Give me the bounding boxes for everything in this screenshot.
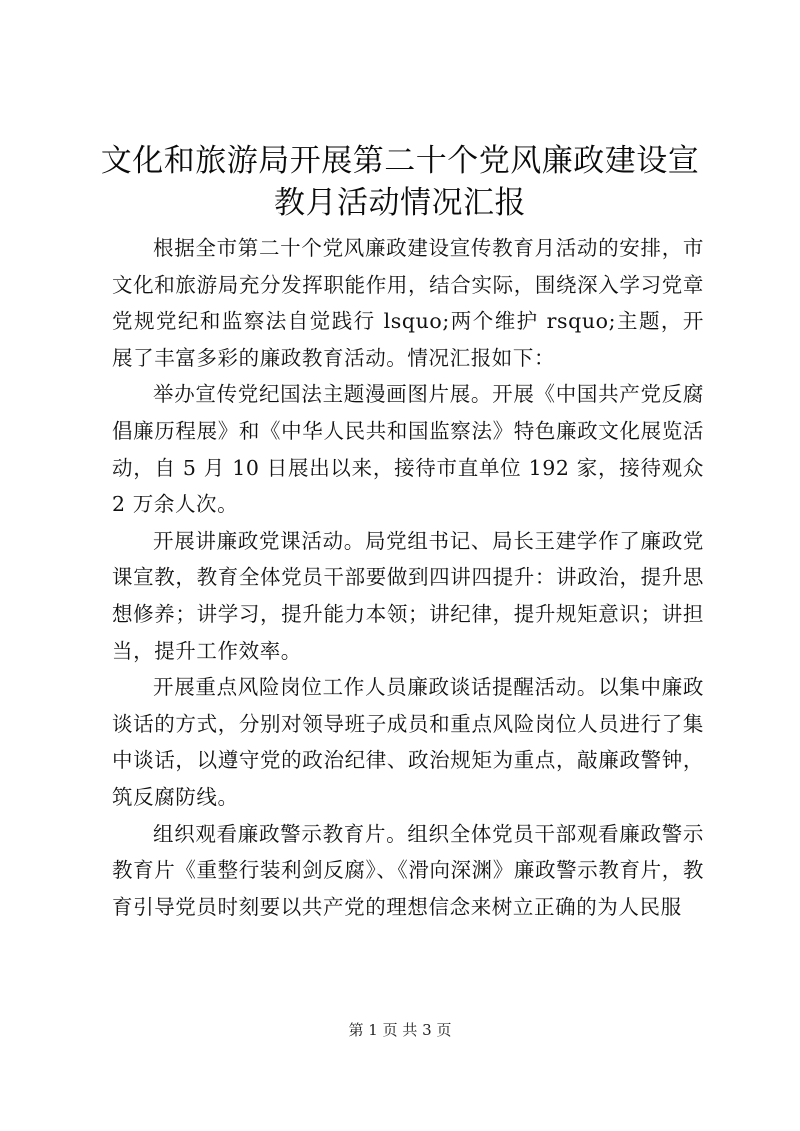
paragraph-risk-talks: 开展重点风险岗位工作人员廉政谈话提醒活动。以集中廉政谈话的方式，分别对领导班子成员和重点风险岗位人员进行了集中谈话，以遵守党的政治纪律、政治规矩为重点，敲廉政警钟，筑反腐防线。 <box>112 675 704 809</box>
paragraph-warning-films: 组织观看廉政警示教育片。组织全体党员干部观看廉政警示教育片《重整行装利剑反腐》、《滑向深渊》廉政警示教育片，教育引导党员时刻要以共产党的理想信念来树立正确的为人民服 <box>112 821 704 919</box>
paragraph-party-lecture: 开展讲廉政党课活动。局党组书记、局长王建学作了廉政党课宣教，教育全体党员干部要做到四讲四提升：讲政治，提升思想修养；讲学习，提升能力本领；讲纪律，提升规矩意识；讲担当，提升工作效率。 <box>112 528 704 663</box>
paragraph-intro: 根据全市第二十个党风廉政建设宣传教育月活动的安排，市文化和旅游局充分发挥职能作用，结合实际，围绕深入学习党章党规党纪和监察法自觉践行 lsquo;两个维护 rsquo;主题，开展了丰富多彩的廉政教育活动。情况汇报如下： <box>112 236 704 370</box>
paragraph-exhibition: 举办宣传党纪国法主题漫画图片展。开展《中国共产党反腐倡廉历程展》和《中华人民共和国监察法》特色廉政文化展览活动，自 5 月 10 日展出以来，接待市直单位 192 家，接待观众 2 万余人次。 <box>112 382 704 517</box>
page-number-footer: 第 1 页 共 3 页 <box>348 1021 452 1039</box>
document-title: 文化和旅游局开展第二十个党风廉政建设宣教月活动情况汇报 <box>100 143 700 221</box>
document-body <box>112 230 704 925</box>
